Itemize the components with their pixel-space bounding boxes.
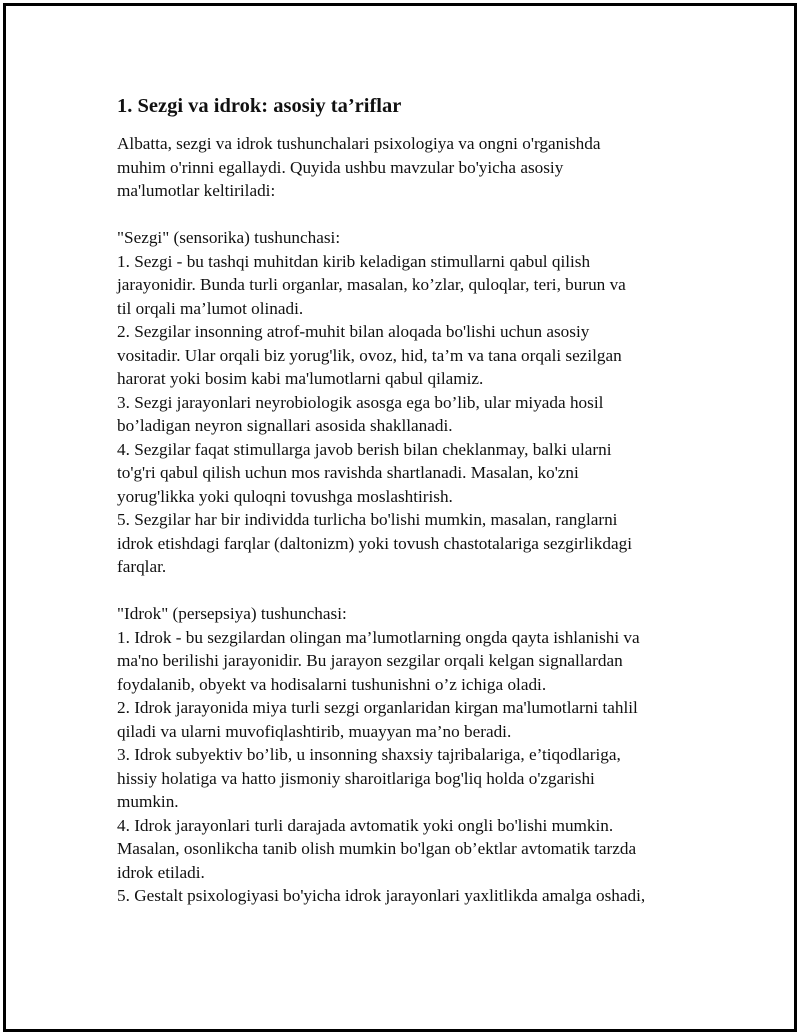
text-line: Masalan, osonlikcha tanib olish mumkin bo'lgan ob’ektlar avtomatik tarzda [117, 839, 637, 858]
intro-paragraph [117, 132, 697, 203]
text-line: to'g'ri qabul qilish uchun mos ravishda shartlanadi. Masalan, ko'zni [117, 463, 579, 482]
text-line: 4. Idrok jarayonlari turli darajada avtomatik yoki ongli bo'lishi mumkin. [117, 815, 614, 835]
text-line: 4. Sezgilar faqat stimullarga javob berish bilan cheklanmay, balki ularni [117, 439, 612, 459]
idrok-section-title: "Idrok" (persepsiya) tushunchasi: [117, 604, 347, 623]
text-line: foydalanib, obyekt va hodisalarni tushunishni o’z ichiga oladi. [117, 674, 547, 694]
text-line: 5. Gestalt psixologiyasi bo'yicha idrok jarayonlari yaxlitlikda amalga oshadi, [117, 886, 646, 905]
text-line: ma'lumotlar keltiriladi: [117, 181, 276, 200]
text-line: 1. Idrok - bu sezgilardan olingan ma’lumotlarning ongda qayta ishlanishi va [117, 627, 640, 647]
text-line: muhim o'rinni egallaydi. Quyida ushbu mavzular bo'yicha asosiy [117, 157, 564, 177]
sezgi-section-title: "Sezgi" (sensorika) tushunchasi: [117, 228, 341, 247]
paragraph-spacer [117, 203, 697, 227]
text-line: idrok etishdagi farqlar (daltonizm) yoki tovush chastotalariga sezgirlikdagi [117, 533, 632, 553]
text-line: 2. Idrok jarayonida miya turli sezgi organlaridan kirgan ma'lumotlarni tahlil [117, 698, 638, 717]
text-line: idrok etiladi. [117, 862, 205, 882]
text-line: Albatta, sezgi va idrok tushunchalari psixologiya va ongni o'rganishda [117, 134, 601, 153]
text-line: harorat yoki bosim kabi ma'lumotlarni qabul qilamiz. [117, 369, 484, 388]
sezgi-section [117, 226, 697, 579]
text-line: hissiy holatiga va hatto jismoniy sharoitlariga bog'liq holda o'zgarishi [117, 768, 595, 788]
text-line: 1. Sezgi - bu tashqi muhitdan kirib keladigan stimullarni qabul qilish [117, 251, 591, 271]
text-line: farqlar. [117, 557, 167, 576]
text-line: yorug'likka yoki quloqni tovushga moslashtirish. [117, 486, 453, 506]
paragraph-spacer [117, 579, 697, 603]
text-line: 2. Sezgilar insonning atrof-muhit bilan aloqada bo'lishi uchun asosiy [117, 322, 590, 341]
section-heading: 1. Sezgi va idrok: asosiy ta’riflar [117, 95, 402, 117]
text-line: jarayonidir. Bunda turli organlar, masalan, ko’zlar, quloqlar, teri, burun va [117, 275, 626, 294]
text-line: mumkin. [117, 792, 179, 811]
text-line: 3. Sezgi jarayonlari neyrobiologik asosga ega bo’lib, ular miyada hosil [117, 392, 604, 412]
text-line: bo’ladigan neyron signallari asosida shakllanadi. [117, 416, 453, 435]
text-line: qiladi va ularni muvofiqlashtirib, muayyan ma’no beradi. [117, 721, 512, 741]
text-line: 3. Idrok subyektiv bo’lib, u insonning shaxsiy tajribalariga, e’tiqodlariga, [117, 745, 621, 764]
text-line: 5. Sezgilar har bir individda turlicha bo'lishi mumkin, masalan, ranglarni [117, 510, 618, 529]
idrok-section [117, 602, 697, 908]
text-line: til orqali ma’lumot olinadi. [117, 298, 304, 318]
document-body [117, 92, 697, 908]
text-line: vositadir. Ular orqali biz yorug'lik, ovoz, hid, ta’m va tana orqali sezilgan [117, 345, 622, 365]
text-line: ma'no berilishi jarayonidir. Bu jarayon sezgilar orqali kelgan signallardan [117, 651, 623, 670]
